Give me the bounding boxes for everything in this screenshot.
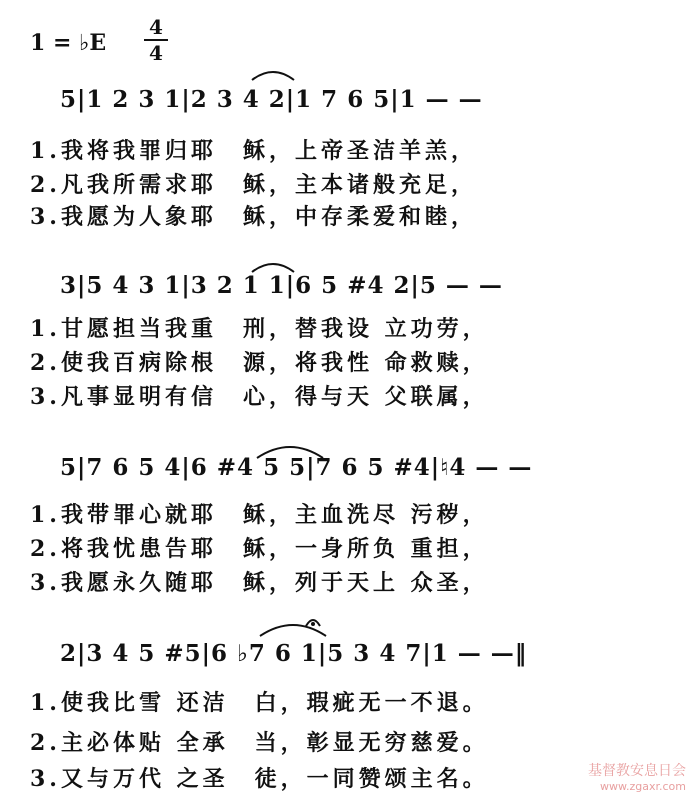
notation-line: 5|1 2 3 1|2 3 4 2|1 7 6 5|1 — — xyxy=(60,86,483,113)
watermark-url: www.zgaxr.com xyxy=(600,780,686,793)
time-signature-bottom: 4 xyxy=(149,41,163,65)
time-signature xyxy=(144,16,168,64)
notation-line: 2|3 4 5 #5|6 ♭7 6 1|5 3 4 7|1 — —‖ xyxy=(60,640,528,667)
watermark-title: 基督教安息日会 xyxy=(588,763,686,779)
notation-line: 5|7 6 5 4|6 #4 5 5|7 6 5 #4|♮4 — — xyxy=(60,454,533,481)
lyric-verse-3: 3.我愿永久随耶 稣，列于天上 众圣， xyxy=(30,570,489,596)
lyric-verse-3: 3.凡事显明有信 心，得与天 父联属， xyxy=(30,384,489,410)
key-signature: 1 = ♭E xyxy=(30,30,107,56)
notation-line: 3|5 4 3 1|3 2 1 1|6 5 #4 2|5 — — xyxy=(60,272,503,299)
fermata-icon xyxy=(304,614,322,628)
lyric-verse-1: 1.我将我罪归耶 稣，上帝圣洁羊羔， xyxy=(30,138,477,164)
lyric-verse-1: 1.我带罪心就耶 稣，主血洗尽 污秽， xyxy=(30,502,489,528)
lyric-verse-2: 2.主必体贴 全承 当，彰显无穷慈爱。 xyxy=(30,730,489,756)
time-signature-top: 4 xyxy=(149,15,163,39)
slur xyxy=(250,66,296,82)
lyric-verse-1: 1.甘愿担当我重 刑，替我设 立功劳， xyxy=(30,316,489,342)
lyric-verse-2: 2.凡我所需求耶 稣，主本诸般充足， xyxy=(30,172,477,198)
lyric-verse-3: 3.又与万代 之圣 徒，一同赞颂主名。 xyxy=(30,766,489,792)
lyric-verse-2: 2.将我忧患告耶 稣，一身所负 重担， xyxy=(30,536,489,562)
lyric-verse-3: 3.我愿为人象耶 稣，中存柔爱和睦， xyxy=(30,204,477,230)
lyric-verse-1: 1.使我比雪 还洁 白，瑕疵无一不退。 xyxy=(30,690,489,716)
lyric-verse-2: 2.使我百病除根 源，将我性 命救赎， xyxy=(30,350,489,376)
